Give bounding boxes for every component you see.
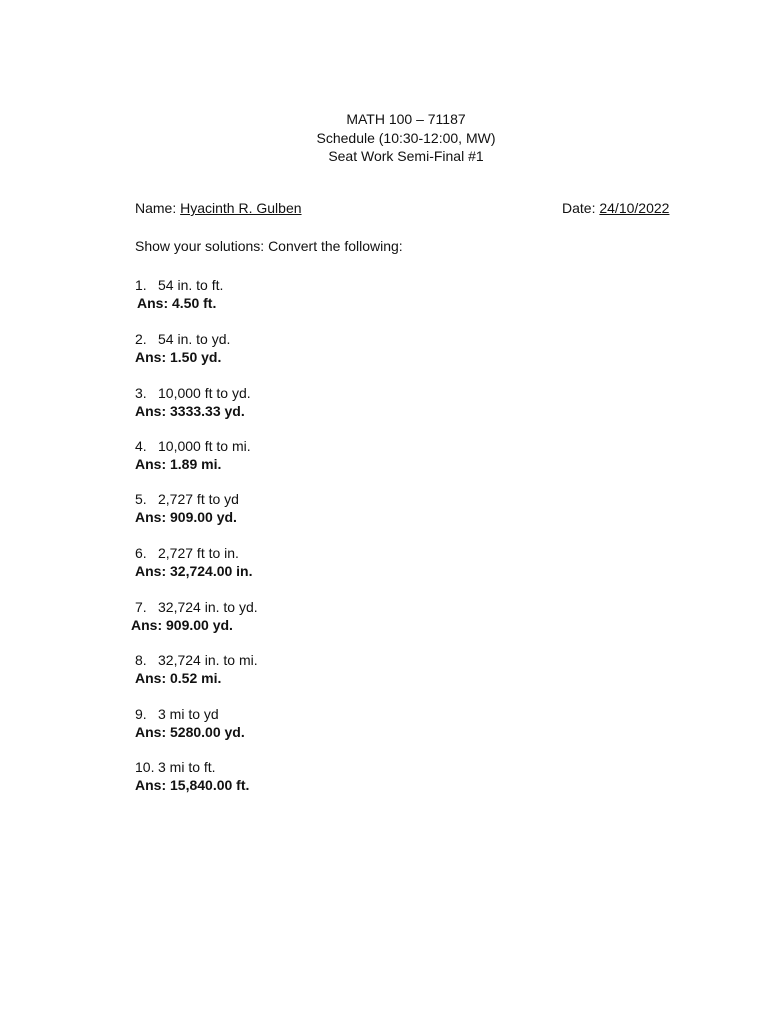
- problem-answer: Ans: 909.00 yd.: [131, 617, 233, 633]
- problem-item: [135, 758, 249, 794]
- problem-text: 54 in. to yd.: [158, 331, 231, 347]
- problem-number: 10.: [135, 759, 155, 775]
- problem-text: 54 in. to ft.: [158, 277, 224, 293]
- document-header: [0, 110, 768, 166]
- problem-item: [135, 490, 239, 526]
- problem-answer: Ans: 1.89 mi.: [135, 456, 222, 472]
- problem-text: 10,000 ft to yd.: [158, 385, 251, 401]
- problem-item: [131, 598, 258, 634]
- problem-question: [135, 490, 239, 508]
- problem-item: [135, 437, 251, 473]
- worksheet-title: Seat Work Semi-Final #1: [328, 148, 484, 164]
- problem-answer: Ans: 32,724.00 in.: [135, 563, 253, 579]
- problem-answer: Ans: 909.00 yd.: [135, 509, 237, 525]
- problem-question: [135, 651, 258, 669]
- problem-number: 8.: [135, 652, 147, 668]
- student-name: Hyacinth R. Gulben: [180, 200, 302, 216]
- problem-question: [135, 330, 230, 348]
- problem-item: [135, 384, 251, 420]
- problem-answer: Ans: 1.50 yd.: [135, 349, 222, 365]
- problem-number: 5.: [135, 491, 147, 507]
- problem-item: [135, 705, 245, 741]
- problem-answer: Ans: 3333.33 yd.: [135, 403, 245, 419]
- problem-text: 2,727 ft to yd: [158, 491, 239, 507]
- instructions: Show your solutions: Convert the following:: [135, 238, 403, 254]
- course-code: MATH 100 – 71187: [346, 111, 466, 127]
- problem-item: [135, 544, 253, 580]
- schedule-line: Schedule (10:30-12:00, MW): [316, 129, 496, 146]
- problem-text: 2,727 ft to in.: [158, 545, 239, 561]
- problem-question: [135, 384, 251, 402]
- problem-item: [135, 276, 223, 312]
- problem-number: 3.: [135, 385, 147, 401]
- problem-question: [135, 276, 223, 294]
- problem-question: [135, 705, 245, 723]
- problem-question: [135, 758, 249, 776]
- problem-number: 2.: [135, 331, 147, 347]
- date-value: 24/10/2022: [599, 200, 670, 216]
- problem-number: 6.: [135, 545, 147, 561]
- name-row: [135, 200, 302, 216]
- problem-answer: Ans: 5280.00 yd.: [135, 724, 245, 740]
- date-row: [562, 200, 669, 216]
- problem-text: 32,724 in. to yd.: [158, 599, 258, 615]
- problem-number: 9.: [135, 706, 147, 722]
- name-label: Name:: [135, 200, 177, 216]
- problem-question: [135, 598, 258, 616]
- problem-answer: Ans: 15,840.00 ft.: [135, 777, 250, 793]
- date-label: Date:: [562, 200, 596, 216]
- problem-answer: Ans: 0.52 mi.: [135, 670, 222, 686]
- problem-number: 4.: [135, 438, 147, 454]
- problem-text: 32,724 in. to mi.: [158, 652, 258, 668]
- problem-answer: Ans: 4.50 ft.: [137, 295, 217, 311]
- problem-text: 3 mi to ft.: [158, 759, 216, 775]
- problem-text: 10,000 ft to mi.: [158, 438, 251, 454]
- problem-number: 1.: [135, 277, 147, 293]
- problem-question: [135, 544, 253, 562]
- problem-item: [135, 330, 230, 366]
- problem-item: [135, 651, 258, 687]
- problem-text: 3 mi to yd: [158, 706, 219, 722]
- problem-question: [135, 437, 251, 455]
- problem-number: 7.: [135, 599, 147, 615]
